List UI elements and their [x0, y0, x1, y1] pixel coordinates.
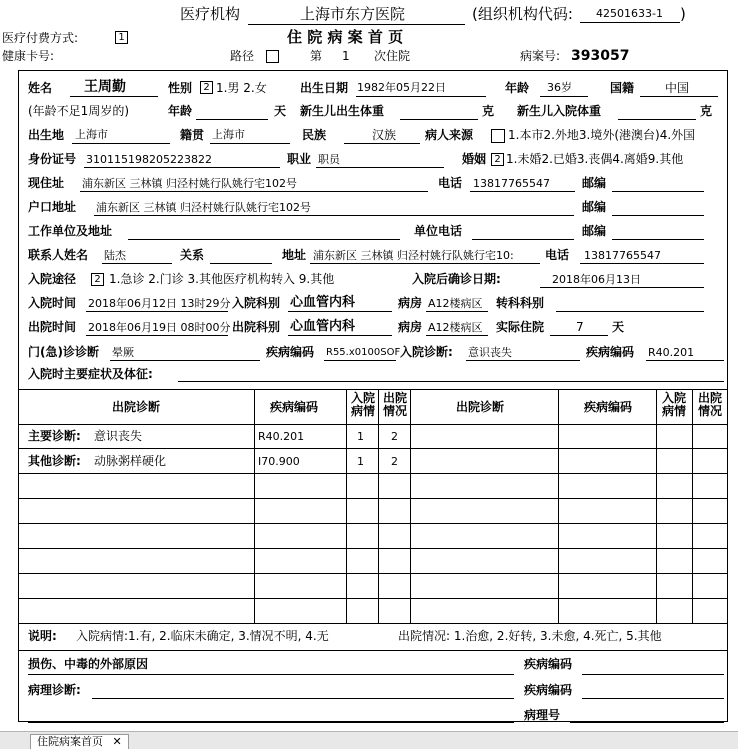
org-code: 42501633-1 — [596, 7, 663, 20]
org-label: 医疗机构 — [180, 5, 241, 23]
contact-phone-label: 电话 — [545, 248, 570, 262]
other-diag-label: 其他诊断: — [28, 454, 81, 468]
relation-label: 关系 — [180, 248, 205, 262]
other-diag-name: 动脉粥样硬化 — [94, 454, 167, 468]
birth-date: 1982年05月22日 — [357, 81, 446, 94]
ethnic-value: 汉族 — [372, 128, 397, 142]
hukou-zip-label: 邮编 — [582, 200, 607, 214]
confirm-label: 入院后确诊日期: — [412, 272, 501, 286]
path-checkbox[interactable] — [266, 50, 279, 63]
sex-checkbox[interactable]: 2 — [200, 81, 213, 94]
ward-label: 病房 — [398, 296, 423, 310]
contact-phone-value: 13817765547 — [584, 249, 661, 262]
phone-value: 13817765547 — [473, 177, 550, 190]
notes-in-state: 入院病情:1.有, 2.临床未确定, 3.情况不明, 4.无 — [76, 629, 329, 643]
injury-label: 损伤、中毒的外部原因 — [28, 657, 149, 671]
close-icon[interactable]: ✕ — [112, 735, 122, 748]
route-label: 入院途径 — [28, 272, 77, 286]
infant-day-label: 天 — [274, 104, 287, 118]
record-no: 393057 — [571, 48, 630, 64]
th-code-1: 疾病编码 — [270, 400, 319, 414]
infant-note: (年龄不足1周岁的) — [28, 104, 129, 118]
nation-label: 国籍 — [610, 81, 635, 95]
in-time-label: 入院时间 — [28, 296, 77, 310]
main-diag-name: 意识丧失 — [94, 429, 143, 443]
marital-label: 婚姻 — [462, 152, 487, 166]
contact-addr-value: 浦东新区 三林镇 归泾村姚行队姚行宅10: — [313, 249, 514, 262]
out-time-value: 2018年06月19日 08时00分 — [88, 321, 231, 334]
transfer-label: 转科科别 — [496, 296, 545, 310]
contact-value: 陆杰 — [104, 249, 126, 262]
source-options: 1.本市2.外地3.境外(港澳台)4.外国 — [508, 128, 696, 142]
stay-days: 7 — [576, 320, 584, 334]
origin-label: 籍贯 — [180, 128, 205, 142]
id-value: 310115198205223822 — [86, 153, 212, 166]
patho-code-label: 疾病编码 — [524, 683, 573, 697]
name-label: 姓名 — [28, 81, 53, 95]
out-dept-value: 心血管内科 — [290, 319, 356, 334]
age-value: 36岁 — [547, 81, 572, 94]
op-code-label: 疾病编码 — [266, 345, 315, 359]
in-time-value: 2018年06月12日 13时29分 — [88, 297, 231, 310]
patient-name: 王周勤 — [84, 79, 126, 95]
job-value: 职员 — [318, 153, 340, 166]
out-time-label: 出院时间 — [28, 320, 77, 334]
other-diag-in: 1 — [357, 455, 364, 468]
org-code-label: (组织机构代码: — [472, 5, 573, 23]
birth-label: 出生日期 — [300, 81, 349, 95]
tab-label: 住院病案首页 — [37, 735, 103, 748]
sex-options: 1.男 2.女 — [216, 81, 267, 95]
job-label: 职业 — [287, 152, 312, 166]
other-diag-code: I70.900 — [258, 455, 300, 468]
in-diag-value: 意识丧失 — [468, 346, 512, 359]
visit-no: 1 — [342, 49, 350, 63]
in-dept-value: 心血管内科 — [290, 295, 356, 310]
hukou-value: 浦东新区 三林镇 归泾村姚行队姚行宅102号 — [96, 201, 311, 214]
in-code-value: R40.201 — [648, 346, 695, 359]
origin-value: 上海市 — [212, 128, 245, 141]
nation-value: 中国 — [665, 81, 690, 95]
patho-label: 病理诊断: — [28, 683, 81, 697]
age-label: 年龄 — [505, 81, 530, 95]
main-diag-code: R40.201 — [258, 430, 305, 443]
source-label: 病人来源 — [425, 128, 474, 142]
out-ward-value: A12楼病区 — [428, 321, 483, 334]
work-phone-label: 单位电话 — [414, 224, 463, 238]
notes-out-state: 出院情况: 1.治愈, 2.好转, 3.未愈, 4.死亡, 5.其他 — [398, 629, 662, 643]
route-options: 1.急诊 2.门诊 3.其他医疗机构转入 9.其他 — [109, 272, 335, 286]
out-dept-label: 出院科别 — [232, 320, 281, 334]
op-diag-label: 门(急)诊诊断 — [28, 345, 99, 359]
ethnic-label: 民族 — [302, 128, 327, 142]
work-zip-label: 邮编 — [582, 224, 607, 238]
th-out-state-2: 出院情况 — [697, 391, 722, 418]
sex-label: 性别 — [168, 81, 193, 95]
op-diag-value: 晕厥 — [112, 346, 134, 359]
visit-suffix: 次住院 — [374, 49, 411, 63]
in-diag-label: 入院诊断: — [400, 345, 453, 359]
ward-value: A12楼病区 — [428, 297, 483, 310]
th-out-state-1: 出院情况 — [382, 391, 407, 418]
main-diag-in: 1 — [357, 430, 364, 443]
nb-adm-weight-label: 新生儿入院体重 — [517, 104, 602, 118]
th-out-diag-1: 出院诊断 — [112, 400, 161, 414]
patho-no-label: 病理号 — [524, 708, 561, 722]
org-code-close: ) — [680, 5, 686, 23]
tab-case-home[interactable] — [30, 734, 129, 749]
payment-label: 医疗付费方式: — [2, 31, 79, 45]
contact-addr-label: 地址 — [282, 248, 307, 262]
work-label: 工作单位及地址 — [28, 224, 113, 238]
payment-checkbox[interactable]: 1 — [115, 31, 128, 44]
contact-label: 联系人姓名 — [28, 248, 89, 262]
in-dept-label: 入院科别 — [232, 296, 281, 310]
health-card-label: 健康卡号: — [2, 49, 55, 63]
th-out-diag-2: 出院诊断 — [456, 400, 505, 414]
notes-label: 说明: — [28, 629, 57, 643]
route-checkbox[interactable]: 2 — [91, 273, 104, 286]
main-diag-out: 2 — [391, 430, 398, 443]
symptom-label: 入院时主要症状及体征: — [28, 367, 153, 381]
id-label: 身份证号 — [28, 152, 77, 166]
in-code-label: 疾病编码 — [586, 345, 635, 359]
confirm-date: 2018年06月13日 — [552, 273, 641, 286]
address-label: 现住址 — [28, 176, 65, 190]
marital-checkbox[interactable]: 2 — [491, 153, 504, 166]
main-diag-label: 主要诊断: — [28, 429, 81, 443]
th-in-state-2: 入院病情 — [661, 391, 686, 418]
nb-adm-weight-unit: 克 — [700, 104, 713, 118]
marital-options: 1.未婚2.已婚3.丧偶4.离婚9.其他 — [506, 152, 684, 166]
nb-weight-unit: 克 — [482, 104, 495, 118]
infant-age-label: 年龄 — [168, 104, 193, 118]
injury-code-label: 疾病编码 — [524, 657, 573, 671]
page-title: 住 院 病 案 首 页 — [287, 28, 404, 46]
nb-weight-label: 新生儿出生体重 — [300, 104, 385, 118]
path-label: 路径 — [230, 49, 255, 63]
birthplace-value: 上海市 — [75, 128, 108, 141]
source-checkbox[interactable] — [491, 129, 505, 143]
record-no-label: 病案号: — [520, 49, 561, 63]
phone-label: 电话 — [438, 176, 463, 190]
other-diag-out: 2 — [391, 455, 398, 468]
th-in-state-1: 入院病情 — [350, 391, 375, 418]
address-value: 浦东新区 三林镇 归泾村姚行队姚行宅102号 — [82, 177, 297, 190]
out-ward-label: 病房 — [398, 320, 423, 334]
org-name: 上海市东方医院 — [300, 5, 406, 23]
birthplace-label: 出生地 — [28, 128, 65, 142]
zip-label: 邮编 — [582, 176, 607, 190]
visit-prefix: 第 — [310, 49, 323, 63]
th-code-2: 疾病编码 — [584, 400, 633, 414]
stay-label: 实际住院 — [496, 320, 545, 334]
hukou-label: 户口地址 — [28, 200, 77, 214]
stay-unit: 天 — [612, 320, 625, 334]
op-code-value: R55.x0100SOF — [326, 347, 401, 358]
